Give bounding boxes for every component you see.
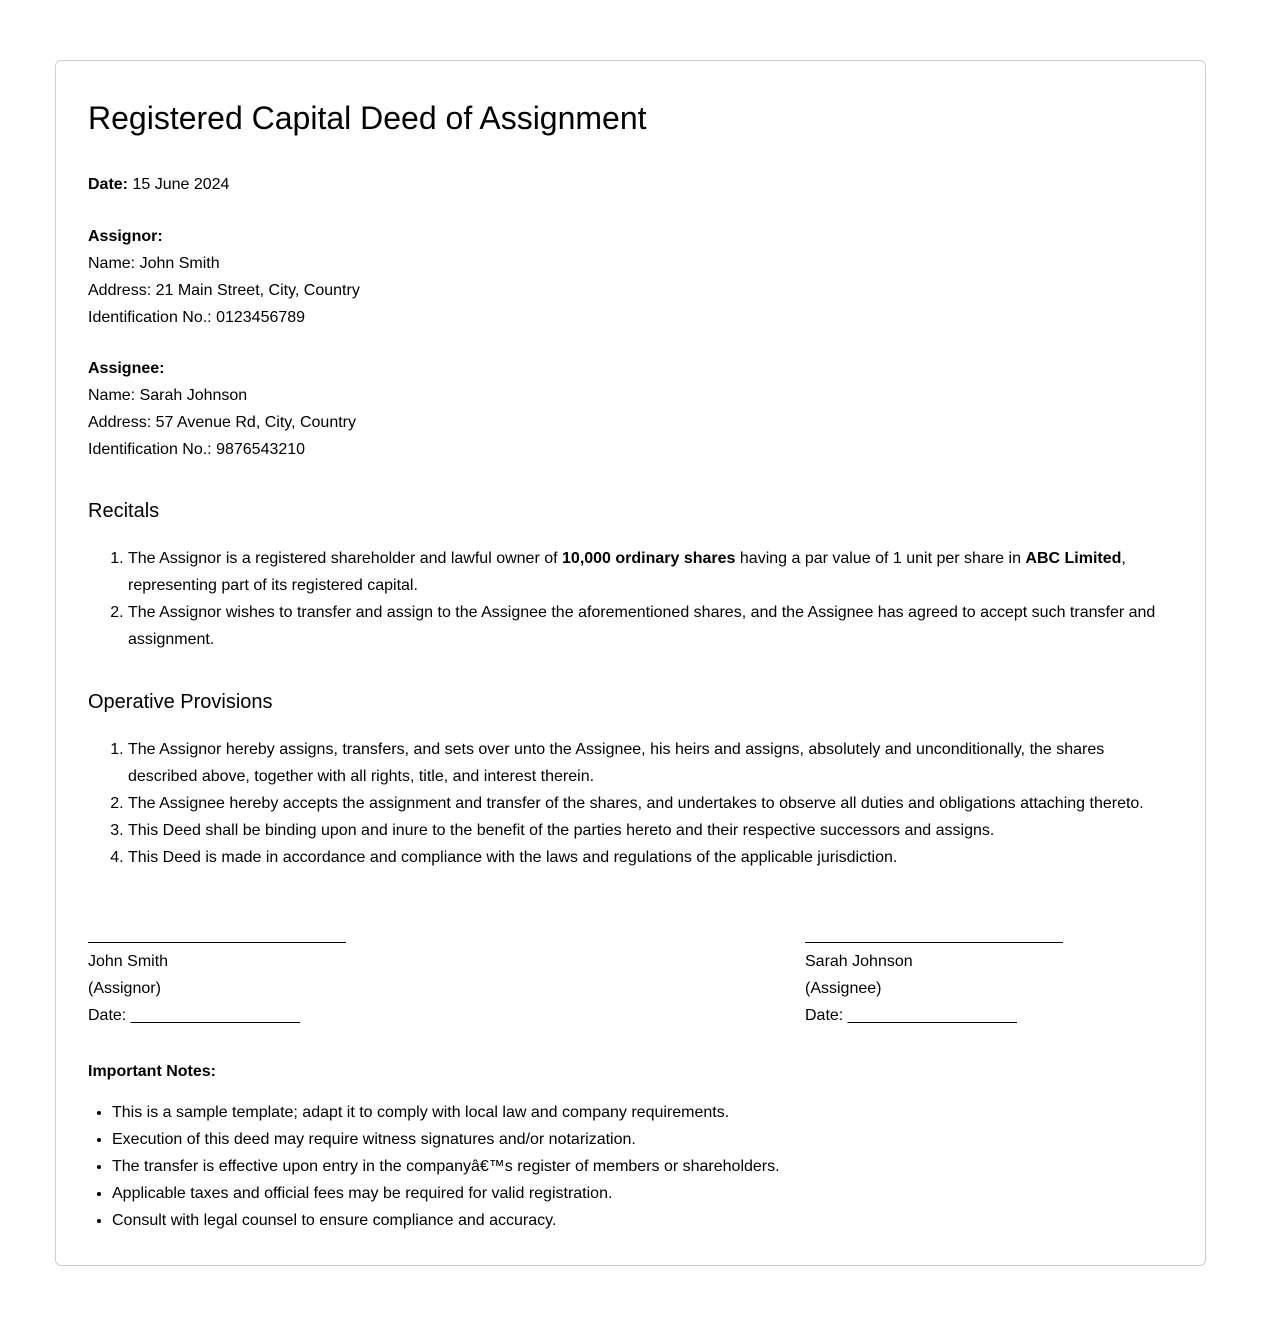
recital-item xyxy=(128,599,1173,653)
recitals-heading: Recitals xyxy=(88,500,160,522)
signatory-role: (Assignee) xyxy=(805,980,882,997)
assignor-block xyxy=(88,223,1173,331)
note-item: • Applicable taxes and official fees may be required for valid registration. xyxy=(112,1180,1173,1207)
recital-text: The Assignor is a registered shareholder and lawful owner of xyxy=(128,550,563,567)
operative-heading: Operative Provisions xyxy=(88,691,273,713)
signatory-name: John Smith xyxy=(88,953,169,970)
note-item: • The transfer is effective upon entry in the companyâ€™s register of members or shareholders. xyxy=(112,1153,1173,1180)
recital-text: , representing part of its registered capital. xyxy=(128,550,1126,594)
assignee-id: Identification No.: 9876543210 xyxy=(88,441,306,458)
date-value: 15 June 2024 xyxy=(128,176,230,193)
note-item: • Consult with legal counsel to ensure compliance and accuracy. xyxy=(112,1207,1173,1234)
assignor-address: Address: 21 Main Street, City, Country xyxy=(88,282,360,299)
signatory-date: Date: ___________________ xyxy=(88,1007,300,1024)
signature-block-assignee xyxy=(805,929,1105,1029)
assignor-heading: Assignor: xyxy=(88,228,163,245)
share-quantity: 10,000 ordinary shares xyxy=(562,550,736,567)
recital-text: having a par value of 1 unit per share in xyxy=(735,550,1026,567)
notes-list xyxy=(88,1099,1173,1234)
signatory-date: Date: ___________________ xyxy=(805,1007,1017,1024)
note-item: • This is a sample template; adapt it to comply with local law and company requirements. xyxy=(112,1099,1173,1126)
note-item: • Execution of this deed may require witness signatures and/or notarization. xyxy=(112,1126,1173,1153)
signatory-name: Sarah Johnson xyxy=(805,953,913,970)
signatory-role: (Assignor) xyxy=(88,980,161,997)
date-line xyxy=(88,171,1173,198)
signature-line xyxy=(805,929,1063,943)
notes-heading: Important Notes: xyxy=(88,1063,216,1080)
assignee-heading: Assignee: xyxy=(88,360,165,377)
assignee-name: Name: Sarah Johnson xyxy=(88,387,248,404)
recitals-section xyxy=(88,497,1173,653)
assignor-name: Name: John Smith xyxy=(88,255,220,272)
notes-section xyxy=(88,1058,1173,1234)
assignee-block xyxy=(88,355,1173,463)
operative-list xyxy=(88,736,1173,871)
operative-item: 4. This Deed is made in accordance and compliance with the laws and regulations of the applicable jurisdiction. xyxy=(128,844,1173,871)
operative-item: 2. The Assignee hereby accepts the assignment and transfer of the shares, and undertakes to observe all duties and obligations attaching thereto. xyxy=(128,790,1173,817)
operative-item: 1. The Assignor hereby assigns, transfers, and sets over unto the Assignee, his heirs and assigns, absolutely and unconditionally, the shares described above, together with all rights, title, and interest therein. xyxy=(128,736,1173,790)
assignee-address: Address: 57 Avenue Rd, City, Country xyxy=(88,414,356,431)
document-title: Registered Capital Deed of Assignment xyxy=(88,100,647,136)
recital-item xyxy=(128,545,1173,599)
assignor-id: Identification No.: 0123456789 xyxy=(88,309,306,326)
date-label: Date: xyxy=(88,176,129,193)
company-name: ABC Limited xyxy=(1025,550,1122,567)
signature-block-assignor xyxy=(88,929,388,1029)
signature-line xyxy=(88,929,346,943)
recital-text: The Assignor wishes to transfer and assign to the Assignee the aforementioned shares, and the Assignee has agreed to accept such transfer and assignment. xyxy=(128,604,1156,648)
recitals-list xyxy=(88,545,1173,653)
deed-document xyxy=(55,60,1206,1266)
operative-item: 3. This Deed shall be binding upon and inure to the benefit of the parties hereto and their respective successors and assigns. xyxy=(128,817,1173,844)
operative-section xyxy=(88,688,1173,871)
